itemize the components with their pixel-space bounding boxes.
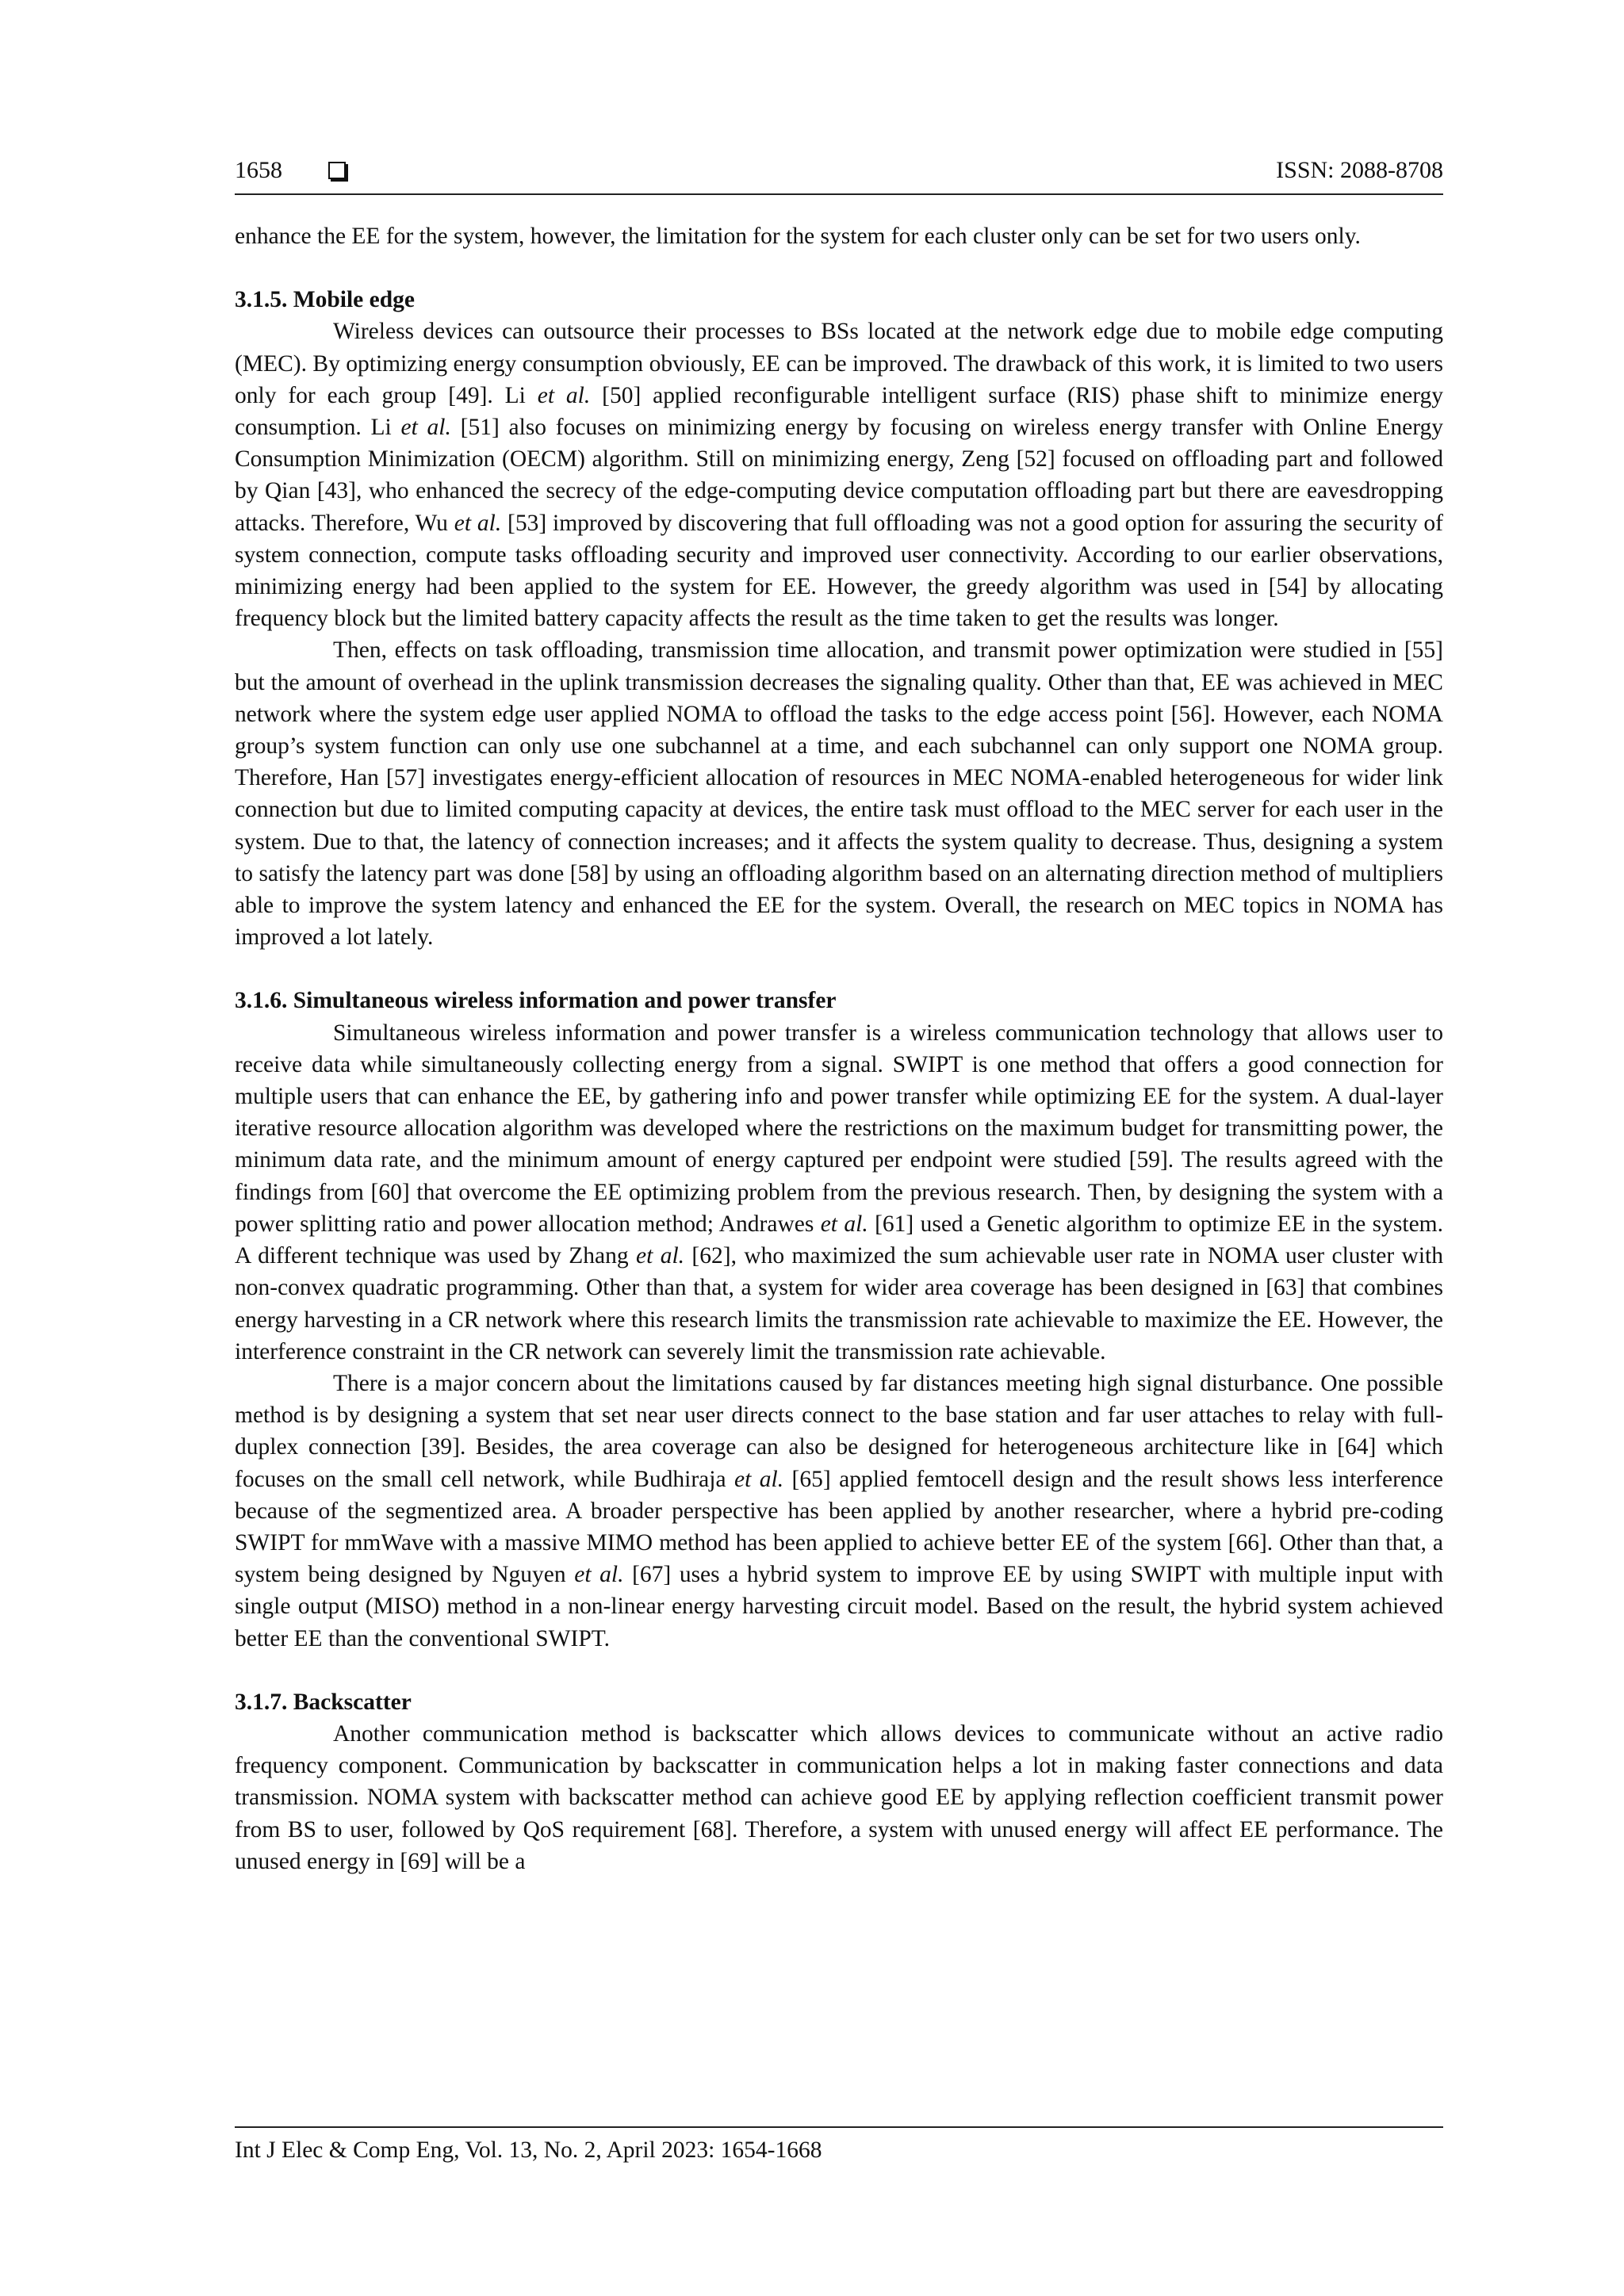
page-header	[235, 157, 1443, 195]
section-heading-swipt: 3.1.6. Simultaneous wireless information and power transfer	[235, 988, 837, 1014]
section-mobile-edge	[235, 284, 1443, 953]
section-heading-mobile-edge: 3.1.5. Mobile edge	[235, 287, 415, 313]
issn-label: ISSN: 2088-8708	[1276, 157, 1443, 183]
section-heading-backscatter: 3.1.7. Backscatter	[235, 1689, 412, 1715]
section-backscatter	[235, 1686, 1443, 1877]
paragraph: Wireless devices can outsource their processes to BSs located at the network edge due to mobile edge computing (MEC). By optimizing energy consumption obviously, EE can be improved. The drawback of this work, it is limited to two users only for each group [49]. Li et al. [50] applied reconfigurable intelligent surface (RIS) phase shift to minimize energy consumption. Li et al. [51] also focuses on minimizing energy by focusing on wireless energy transfer with Online Energy Consumption Minimization (OECM) algorithm. Still on minimizing energy, Zeng [52] focused on offloading part and followed by Qian [43], who enhanced the secrecy of the edge-computing device computation offloading part but there are eavesdropping attacks. Therefore, Wu et al. [53] improved by discovering that full offloading was not a good option for assuring the security of system connection, compute tasks offloading security and improved user connectivity. According to our earlier observations, minimizing energy had been applied to the system for EE. However, the greedy algorithm was used in [54] by allocating frequency block but the limited battery capacity affects the result as the time taken to get the results was longer.	[235, 319, 1443, 632]
square-box-icon	[328, 162, 346, 179]
paragraph: Another communication method is backscatter which allows devices to communicate without an active radio frequency component. Communication by backscatter in communication helps a lot in making faster connections and data transmission. NOMA system with backscatter method can achieve good EE by applying reflection coefficient transmit power from BS to user, followed by QoS requirement [68]. Therefore, a system with unused energy will affect EE performance. The unused energy in [69] will be a	[235, 1720, 1443, 1874]
page-number: 1658	[235, 157, 282, 183]
article-body	[235, 220, 1443, 1877]
section-swipt	[235, 985, 1443, 1654]
paragraph: There is a major concern about the limitations caused by far distances meeting high signal disturbance. One possible method is by designing a system that set near user directs connect to the base station and far user attaches to relay with full-duplex connection [39]. Besides, the area coverage can also be designed for heterogeneous architecture like in [64] which focuses on the small cell network, while Budhiraja et al. [65] applied femtocell design and the result shows less interference because of the segmentized area. A broader perspective has been applied by another researcher, where a hybrid pre-coding SWIPT for mmWave with a massive MIMO method has been applied to achieve better EE of the system [66]. Other than that, a system being designed by Nguyen et al. [67] uses a hybrid system to improve EE by using SWIPT with multiple input with single output (MISO) method in a non-linear energy harvesting circuit model. Based on the result, the hybrid system achieved better EE than the conventional SWIPT.	[235, 1370, 1443, 1651]
journal-citation: Int J Elec & Comp Eng, Vol. 13, No. 2, April 2023: 1654-1668	[235, 2137, 822, 2163]
paragraph: Then, effects on task offloading, transmission time allocation, and transmit power optimization were studied in [55] but the amount of overhead in the uplink transmission decreases the signaling quality. Other than that, EE was achieved in MEC network where the system edge user applied NOMA to offload the tasks to the edge access point [56]. However, each NOMA group’s system function can only use one subchannel at a time, and each subchannel can only support one NOMA group. Therefore, Han [57] investigates energy-efficient allocation of resources in MEC NOMA-enabled heterogeneous for wider link connection but due to limited computing capacity at devices, the entire task must offload to the MEC server for each user in the system. Due to that, the latency of connection increases; and it affects the system quality to decrease. Thus, designing a system to satisfy the latency part was done [58] by using an offloading algorithm based on an alternating direction method of multipliers able to improve the system latency and enhanced the EE for the system. Overall, the research on MEC topics in NOMA has improved a lot lately.	[235, 637, 1443, 951]
paragraph: Simultaneous wireless information and power transfer is a wireless communication technology that allows user to receive data while simultaneously collecting energy from a signal. SWIPT is one method that offers a good connection for multiple users that can enhance the EE, by gathering info and power transfer while optimizing EE for the system. A dual-layer iterative resource allocation algorithm was developed where the restrictions on the maximum budget for transmitting power, the minimum data rate, and the minimum amount of energy captured per endpoint were studied [59]. The results agreed with the findings from [60] that overcome the EE optimizing problem from the previous research. Then, by designing the system with a power splitting ratio and power allocation method; Andrawes et al. [61] used a Genetic algorithm to optimize EE in the system. A different technique was used by Zhang et al. [62], who maximized the sum achievable user rate in NOMA user cluster with non-convex quadratic programming. Other than that, a system for wider area coverage has been designed in [63] that combines energy harvesting in a CR network where this research limits the transmission rate achievable to maximize the EE. However, the interference constraint in the CR network can severely limit the transmission rate achievable.	[235, 1020, 1443, 1364]
intro-paragraph: enhance the EE for the system, however, the limitation for the system for each cluster only can be set for two users only.	[235, 224, 1361, 249]
page-footer	[235, 2126, 1443, 2164]
